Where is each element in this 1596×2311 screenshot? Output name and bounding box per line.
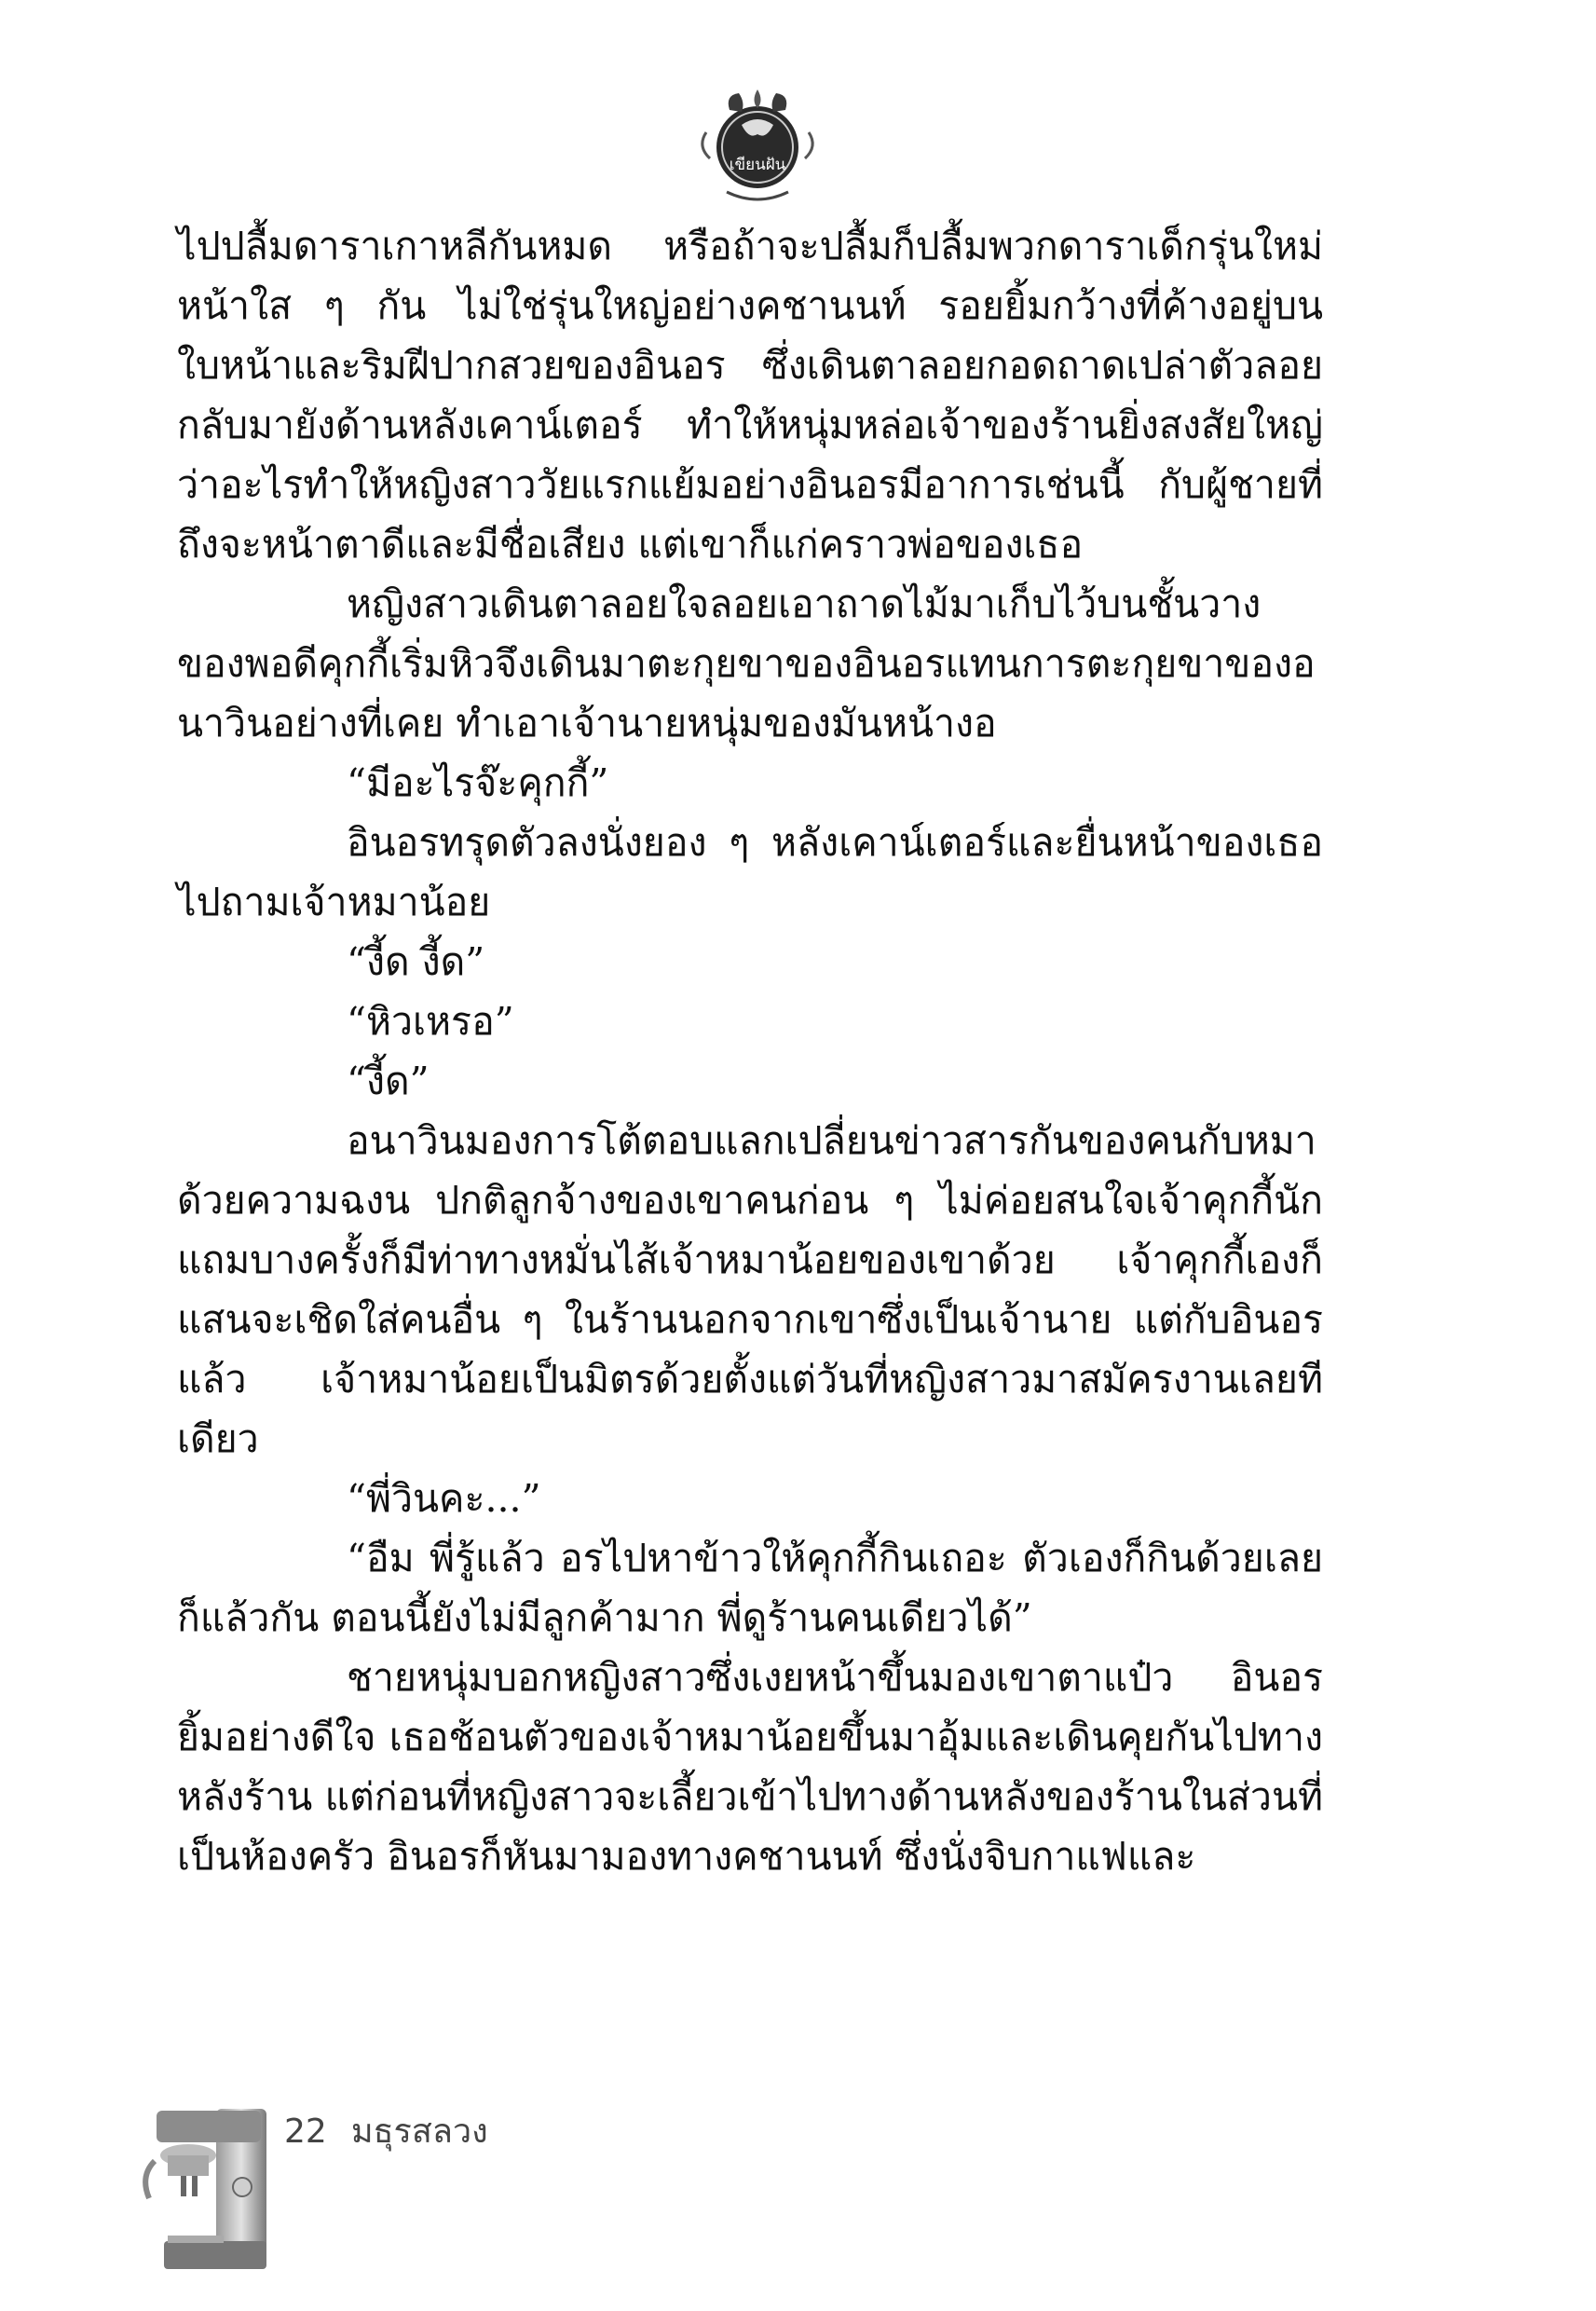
espresso-machine-icon: [140, 2101, 280, 2278]
page-footer: [284, 2104, 488, 2157]
dialogue-line: “งี้ด”: [347, 1059, 430, 1103]
dialogue-line: “มีอะไรจ๊ะคุกกี้”: [347, 760, 609, 805]
dialogue-line: “พี่วินคะ...”: [347, 1476, 541, 1521]
page-number: 22: [284, 2113, 327, 2151]
dialogue-line: “หิวเหรอ”: [347, 999, 514, 1044]
body-text: [177, 216, 1323, 1886]
paragraph: หญิงสาวเดินตาลอยใจลอยเอาถาดไม้มาเก็บไว้บนชั้นวางของพอดีคุกกี้เริ่มหิวจึงเดินมาตะกุยขาของอินอรแทนการตะกุยขาของอนาวินอย่างที่เคย ทำเอาเจ้านายหนุ่มของมันหน้างอ: [177, 581, 1316, 745]
paragraph: ชายหนุ่มบอกหญิงสาวซึ่งเงยหน้าขึ้นมองเขาตาแป๋ว อินอรยิ้มอย่างดีใจ เธอช้อนตัวของเจ้าหมาน้อยขึ้นมาอุ้มและเดินคุยกันไปทางหลังร้าน แต่ก่อนที่หญิงสาวจะเลี้ยวเข้าไปทางด้านหลังของร้านในส่วนที่เป็นห้องครัว อินอรก็หันมามองทางคชานนท์ ซึ่งนั่งจิบกาแฟและ: [177, 1655, 1323, 1879]
dialogue-line: “งี้ด งี้ด”: [347, 939, 485, 984]
logo-text: เขียนฝัน: [729, 156, 786, 174]
paragraph: “อืม พี่รู้แล้ว อรไปหาข้าวให้คุกกี้กินเถอะ ตัวเองก็กินด้วยเลยก็แล้วกัน ตอนนี้ยังไม่มีลูกค้ามาก พี่ดูร้านคนเดียวได้”: [177, 1536, 1323, 1640]
ornamental-crest-logo: [688, 76, 827, 216]
paragraph: อินอรทรุดตัวลงนั่งยอง ๆ หลังเคาน์เตอร์และยื่นหน้าของเธอไปถามเจ้าหมาน้อย: [177, 820, 1323, 924]
book-title: มธุรสลวง: [350, 2113, 488, 2151]
paragraph: อนาวินมองการโต้ตอบแลกเปลี่ยนข่าวสารกันของคนกับหมาด้วยความฉงน ปกติลูกจ้างของเขาคนก่อน ๆ ไม่ค่อยสนใจเจ้าคุกกี้นักแถมบางครั้งก็มีท่าทางหมั่นไส้เจ้าหมาน้อยของเขาด้วย เจ้าคุกกี้เองก็แสนจะเชิดใส่คนอื่น ๆ ในร้านนอกจากเขาซึ่งเป็นเจ้านาย แต่กับอินอรแล้ว เจ้าหมาน้อยเป็นมิตรด้วยตั้งแต่วันที่หญิงสาวมาสมัครงานเลยทีเดียว: [177, 1118, 1323, 1461]
crest-logo-graphic: [688, 76, 827, 216]
paragraph: ไปปลื้มดาราเกาหลีกันหมด หรือถ้าจะปลื้มก็ปลื้มพวกดาราเด็กรุ่นใหม่หน้าใส ๆ กัน ไม่ใช่รุ่นใหญ่อย่างคชานนท์ รอยยิ้มกว้างที่ค้างอยู่บนใบหน้าและริมฝีปากสวยของอินอร ซึ่งเดินตาลอยกอดถาดเปล่าตัวลอยกลับมายังด้านหลังเคาน์เตอร์ ทำให้หนุ่มหล่อเจ้าของร้านยิ่งสงสัยใหญ่ว่าอะไรทำให้หญิงสาววัยแรกแย้มอย่างอินอรมีอาการเช่นนี้ กับผู้ชายที่ถึงจะหน้าตาดีและมีชื่อเสียง แต่เขาก็แก่คราวพ่อของเธอ: [177, 224, 1323, 567]
